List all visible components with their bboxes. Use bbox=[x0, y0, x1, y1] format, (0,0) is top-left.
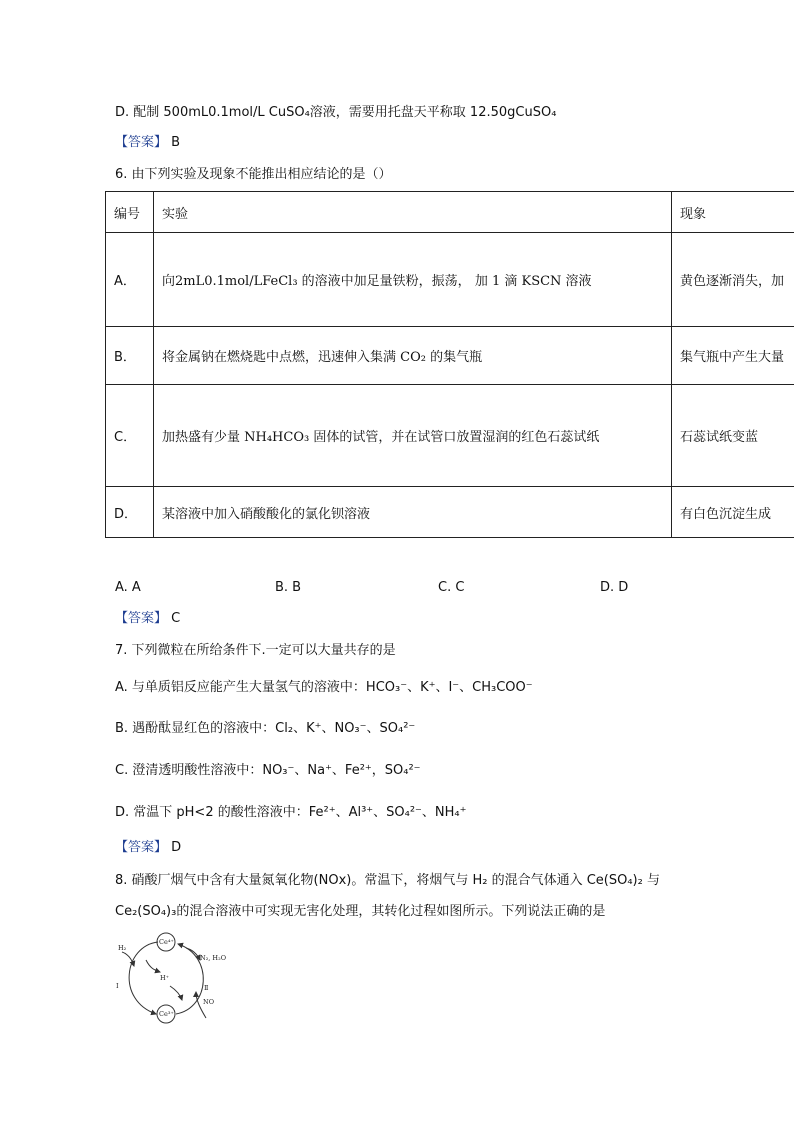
table-row bbox=[106, 327, 794, 385]
q5-option-d: D. 配制 500mL0.1mol/L CuSO₄溶液，需要用托盘天平称取 12.50gCuSO₄ bbox=[115, 105, 557, 120]
no-label: NO bbox=[203, 998, 215, 1006]
answer-tag: 【答案】 bbox=[115, 840, 168, 855]
experiment-cell: 加热盛有少量 NH₄HCO₃ 固体的试管，并在试管口放置湿润的红色石蕊试纸 bbox=[154, 385, 672, 487]
table-row bbox=[106, 233, 794, 327]
q7-option-a: A. 与单质铝反应能产生大量氢气的溶液中：HCO₃⁻、K⁺、I⁻、CH₃COO⁻ bbox=[115, 680, 533, 695]
answer-value: C bbox=[171, 611, 181, 626]
stage-1-label: Ⅰ bbox=[116, 982, 119, 990]
q6-choice-d: D. D bbox=[600, 580, 629, 595]
h2-feed-arrow bbox=[122, 952, 134, 966]
q5-answer bbox=[115, 134, 180, 152]
row-id-cell: D． bbox=[106, 487, 154, 538]
q7-option-b: B. 遇酚酞显红色的溶液中：Cl₂、K⁺、NO₃⁻、SO₄²⁻ bbox=[115, 721, 416, 736]
answer-tag: 【答案】 bbox=[115, 135, 168, 150]
ce-cycle-diagram bbox=[110, 930, 250, 1030]
q8-stem-line-2: Ce₂(SO₄)₃的混合溶液中可实现无害化处理，其转化过程如图所示。下列说法正确的是 bbox=[115, 904, 606, 919]
q6-stem: 6. 由下列实验及现象不能推出相应结论的是（） bbox=[115, 167, 392, 182]
phenomenon-cell: 集气瓶中产生大量 bbox=[672, 327, 794, 385]
products-label: N₂, H₂O bbox=[200, 954, 227, 962]
table-row bbox=[106, 487, 794, 538]
row-id-cell: B． bbox=[106, 327, 154, 385]
q6-choice-a: A. A bbox=[115, 580, 141, 595]
stage-2-label: Ⅱ bbox=[204, 984, 209, 992]
row-id-cell: C． bbox=[106, 385, 154, 487]
phenomenon-cell: 石蕊试纸变蓝 bbox=[672, 385, 794, 487]
hplus-arrow-out bbox=[170, 986, 182, 1000]
answer-value: D bbox=[171, 840, 182, 855]
table-header-row bbox=[106, 192, 794, 233]
phenomenon-cell: 有白色沉淀生成 bbox=[672, 487, 794, 538]
q7-option-c: C. 澄清透明酸性溶液中：NO₃⁻、Na⁺、Fe²⁺，SO₄²⁻ bbox=[115, 763, 421, 778]
products-arrow bbox=[186, 948, 200, 960]
row-id-cell: A． bbox=[106, 233, 154, 327]
cycle-arc-left bbox=[129, 942, 158, 1014]
hplus-arrow-in bbox=[146, 960, 160, 972]
q6-table bbox=[105, 191, 794, 541]
answer-tag: 【答案】 bbox=[115, 611, 168, 626]
q7-answer bbox=[115, 839, 181, 857]
ce3-label: Ce³⁺ bbox=[159, 1010, 174, 1018]
experiment-cell: 某溶液中加入硝酸酸化的氯化钡溶液 bbox=[154, 487, 672, 538]
hplus-label: H⁺ bbox=[160, 974, 170, 982]
q8-stem-line-1: 8. 硝酸厂烟气中含有大量氮氧化物(NOx)。常温下，将烟气与 H₂ 的混合气体通入 Ce(SO₄)₂ 与 bbox=[115, 873, 660, 888]
q6-answer bbox=[115, 610, 180, 628]
table-header-cell: 现象 bbox=[672, 192, 794, 233]
experiment-cell: 将金属钠在燃烧匙中点燃，迅速伸入集满 CO₂ 的集气瓶 bbox=[154, 327, 672, 385]
answer-value: B bbox=[171, 135, 181, 150]
table-row bbox=[106, 385, 794, 487]
q6-choice-b: B. B bbox=[275, 580, 302, 595]
phenomenon-cell: 黄色逐渐消失，加 bbox=[672, 233, 794, 327]
table-header-cell: 实验 bbox=[154, 192, 672, 233]
h2-label: H₂ bbox=[118, 944, 127, 952]
table-header-cell: 编号 bbox=[106, 192, 154, 233]
q7-option-d: D. 常温下 pH<2 的酸性溶液中：Fe²⁺、Al³⁺、SO₄²⁻、NH₄⁺ bbox=[115, 805, 467, 820]
ce4-label: Ce⁴⁺ bbox=[159, 938, 174, 946]
q7-stem: 7. 下列微粒在所给条件下.一定可以大量共存的是 bbox=[115, 643, 396, 658]
q6-choice-c: C. C bbox=[438, 580, 465, 595]
experiment-cell: 向2mL0.1mol/LFeCl₃ 的溶液中加足量铁粉，振荡， 加 1 滴 KSCN 溶液 bbox=[154, 233, 672, 327]
